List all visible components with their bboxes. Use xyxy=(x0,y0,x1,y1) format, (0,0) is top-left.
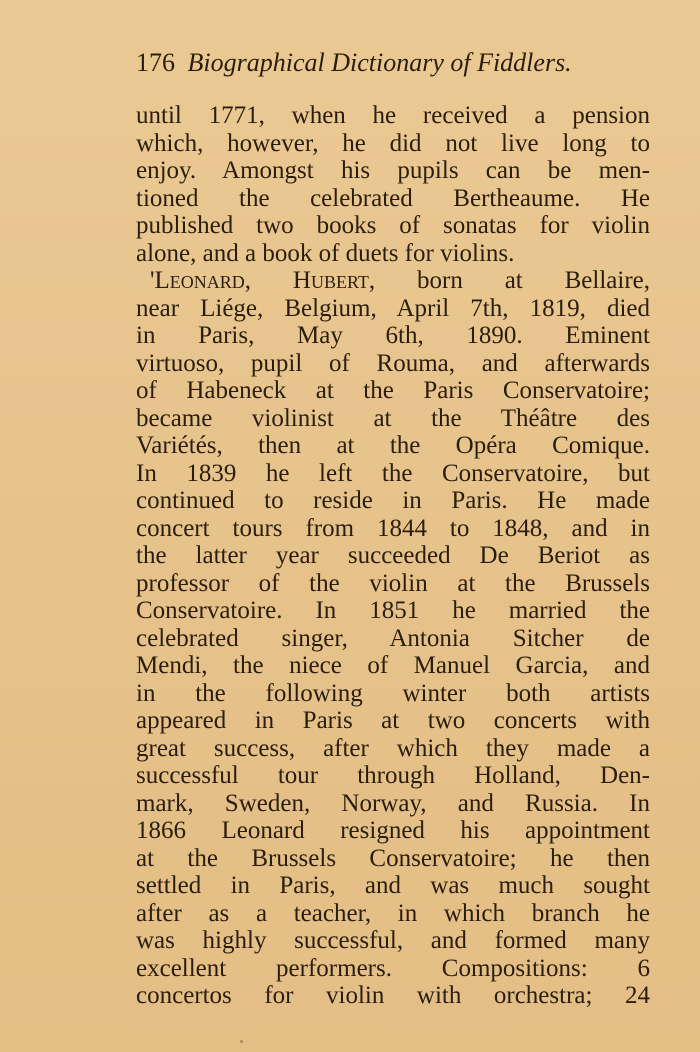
paper-speck xyxy=(240,1040,243,1043)
text-line: professor of the violin at the Brussels xyxy=(136,569,650,597)
text-line: which, however, he did not live long to xyxy=(136,129,650,157)
text-line: continued to reside in Paris. He made xyxy=(136,487,650,514)
text-line: celebrated singer, Antonia Sitcher de xyxy=(136,624,650,652)
text-line: after as a teacher, in which branch he xyxy=(136,899,650,927)
body-text xyxy=(136,102,650,1010)
text-line: concert tours from 1844 to 1848, and in xyxy=(136,514,650,542)
text-line: the latter year succeeded De Beriot as xyxy=(136,542,650,569)
text-line: tioned the celebrated Bertheaume. He xyxy=(136,184,650,212)
entry-first-line xyxy=(136,267,650,295)
text-line: published two books of sonatas for violin xyxy=(136,212,650,239)
text-line: mark, Sweden, Norway, and Russia. In xyxy=(136,789,650,817)
book-title: Biographical Dictionary of Fiddlers. xyxy=(187,48,572,77)
text-line: successful tour through Holland, Den- xyxy=(136,762,650,789)
entry-heading: 'Leonard, Hubert, xyxy=(150,267,376,294)
text-line: Conservatoire. In 1851 he married the xyxy=(136,597,650,624)
text-line: Mendi, the niece of Manuel Garcia, and xyxy=(136,652,650,679)
page-number: 176 xyxy=(136,48,175,77)
text-line: Variétés, then at the Opéra Comique. xyxy=(136,432,650,459)
text-line: of Habeneck at the Paris Conservatoire; xyxy=(136,377,650,404)
text-line: appeared in Paris at two concerts with xyxy=(136,707,650,734)
running-head xyxy=(136,48,656,78)
text-line: great success, after which they made a xyxy=(136,734,650,762)
text-line: concertos for violin with orchestra; 24 xyxy=(136,982,650,1009)
text-line: in Paris, May 6th, 1890. Eminent xyxy=(136,322,650,349)
text-line: virtuoso, pupil of Rouma, and afterwards xyxy=(136,349,650,377)
text-line: became violinist at the Théâtre des xyxy=(136,404,650,432)
text-line: In 1839 he left the Conservatoire, but xyxy=(136,459,650,487)
text-line: near Liége, Belgium, April 7th, 1819, died xyxy=(136,294,650,322)
text-line: was highly successful, and formed many xyxy=(136,927,650,954)
text-line: excellent performers. Compositions: 6 xyxy=(136,954,650,982)
text-line: enjoy. Amongst his pupils can be men- xyxy=(136,157,650,184)
text-line: alone, and a book of duets for violins. xyxy=(136,239,515,267)
text-line: in the following winter both artists xyxy=(136,679,650,707)
entry-first-line-text: born at Bellaire, xyxy=(417,267,650,294)
text-line: at the Brussels Conservatoire; he then xyxy=(136,844,650,872)
text-line: 1866 Leonard resigned his appointment xyxy=(136,817,650,844)
text-line: until 1771, when he received a pension xyxy=(136,102,650,129)
text-line: settled in Paris, and was much sought xyxy=(136,872,650,899)
